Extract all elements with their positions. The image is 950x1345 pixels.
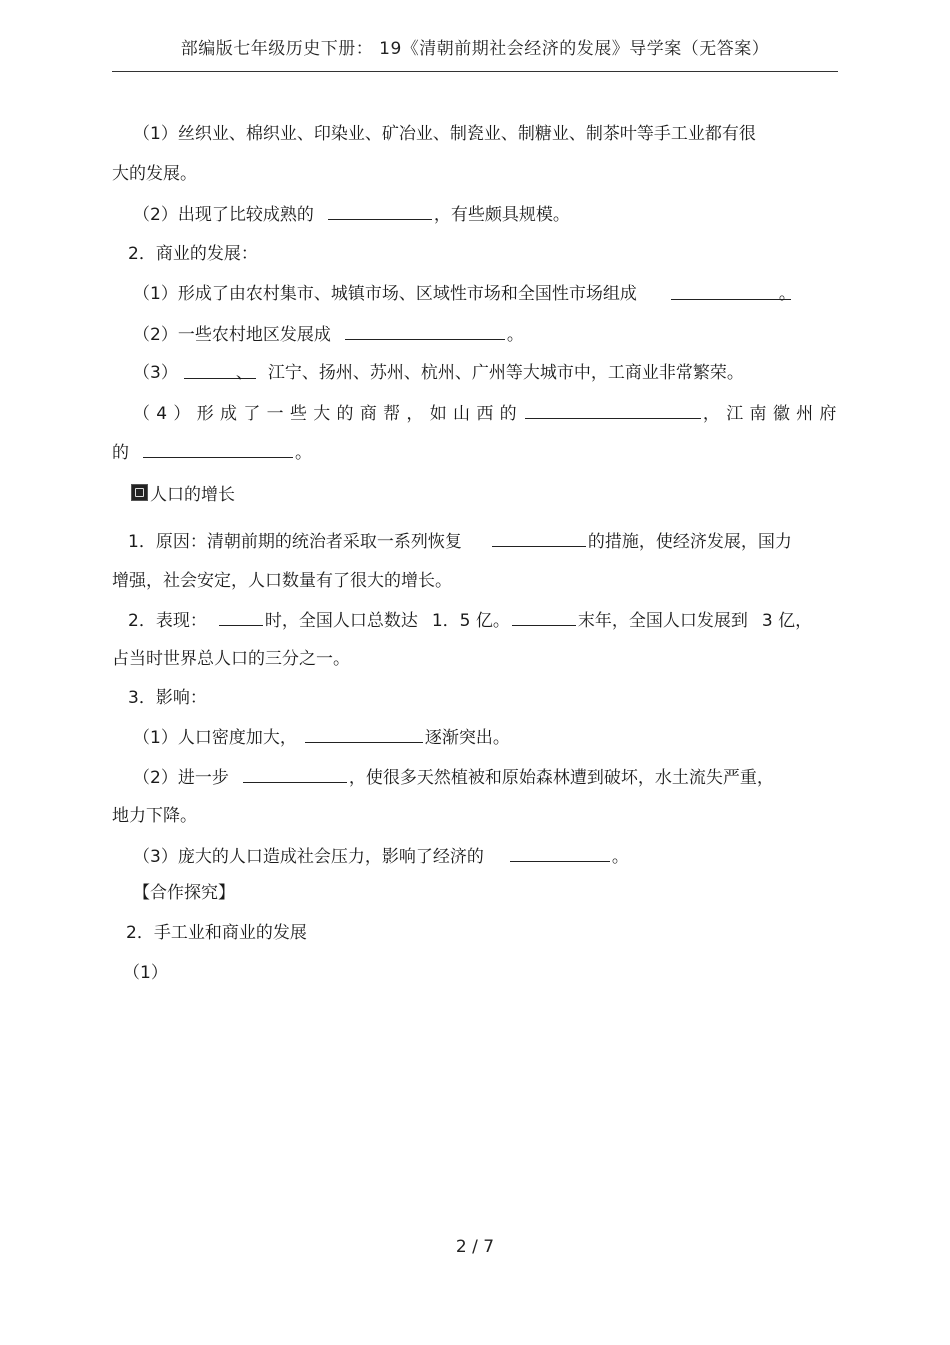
text-line-10: [128, 530, 792, 553]
text-segment: （2）一些农村地区发展成: [133, 325, 331, 345]
text-line-15: [133, 726, 510, 749]
text-line-18: [133, 845, 629, 868]
text-segment: （2）进一步: [133, 768, 229, 788]
text-segment: 末年，全国人口发展到: [577, 611, 748, 631]
fill-in-blank[interactable]: [328, 203, 432, 220]
text-line-16: [133, 766, 774, 789]
text-line-12: [128, 609, 812, 632]
fill-in-blank[interactable]: [219, 609, 263, 626]
text-segment: 。: [778, 284, 796, 304]
text-line-8: [133, 402, 843, 425]
text-segment: 逐渐突出。: [424, 728, 510, 748]
text-segment: 。: [611, 847, 629, 867]
text-line-4: 2．商业的发展：: [128, 244, 258, 264]
text-line-14: 3．影响：: [128, 688, 207, 708]
text-line-20: 2．手工业和商业的发展: [126, 923, 307, 943]
section-heading-text: 人口的增长: [150, 485, 235, 505]
text-segment: 2．表现：: [128, 611, 207, 631]
text-segment: （1）形成了由农村集市、城镇市场、区域性市场和全国性市场组成: [133, 284, 637, 304]
fill-in-blank[interactable]: [510, 845, 610, 862]
text-segment: （2）出现了比较成熟的: [133, 205, 314, 225]
text-segment: 3 亿，: [761, 611, 813, 631]
text-line-6: [133, 323, 524, 346]
text-segment: 时，全国人口总数达: [264, 611, 418, 631]
text-segment: 、: [235, 363, 253, 383]
page-number: 2 / 7: [455, 1237, 495, 1257]
text-segment: ，有些颇具规模。: [433, 205, 570, 225]
text-segment: ，使很多天然植被和原始森林遭到破坏，水土流失严重，: [348, 768, 774, 788]
fill-in-blank[interactable]: [512, 609, 576, 626]
text-segment: 。: [295, 443, 312, 463]
fill-in-blank[interactable]: [305, 726, 423, 743]
text-segment: （3）: [133, 363, 178, 383]
page-header: 部编版七年级历史下册： 19《清朝前期社会经济的发展》导学案（无答案）: [180, 39, 770, 59]
text-segment: 1．5 亿。: [431, 611, 510, 631]
text-segment: 。: [506, 325, 524, 345]
text-line-21: （1）: [123, 963, 168, 983]
text-line-3: [133, 203, 570, 226]
text-line-7: [133, 362, 744, 384]
text-segment: 江宁、扬州、苏州、杭州、广州等大城市中，工商业非常繁荣。: [267, 363, 744, 383]
section-heading-population: [131, 484, 235, 506]
text-segment: （3）庞大的人口造成社会压力，影响了经济的: [133, 847, 484, 867]
fill-in-blank[interactable]: [184, 362, 256, 383]
fill-in-blank[interactable]: [492, 530, 586, 547]
text-segment: 1．原因：清朝前期的统治者采取一系列恢复: [128, 532, 462, 552]
text-line-5: [133, 283, 796, 305]
text-segment: 的措施，使经济发展，国力: [587, 532, 792, 552]
fill-in-blank[interactable]: [671, 283, 796, 304]
fill-in-blank[interactable]: [143, 441, 293, 458]
fill-in-blank[interactable]: [243, 766, 347, 783]
text-segment: ，江南徽州府: [702, 404, 843, 424]
text-line-1: （1）丝织业、棉织业、印染业、矿冶业、制瓷业、制糖业、制茶叶等手工业都有很: [133, 124, 756, 144]
text-segment: （1）人口密度加大，: [133, 728, 297, 748]
section-marker-icon: [131, 484, 148, 501]
text-line-9: [112, 441, 312, 464]
text-line-17: 地力下降。: [112, 806, 197, 826]
text-segment: （4）形成了一些大的商帮，如山西的: [133, 404, 523, 424]
text-line-2: 大的发展。: [112, 164, 197, 184]
fill-in-blank[interactable]: [345, 323, 505, 340]
fill-in-blank[interactable]: [525, 402, 701, 419]
header-divider: [112, 71, 838, 72]
text-line-11: 增强，社会安定，人口数量有了很大的增长。: [112, 571, 452, 591]
text-line-13: 占当时世界总人口的三分之一。: [112, 649, 350, 669]
text-segment: 的: [112, 443, 129, 463]
cooperative-inquiry-heading: 【合作探究】: [133, 883, 235, 903]
